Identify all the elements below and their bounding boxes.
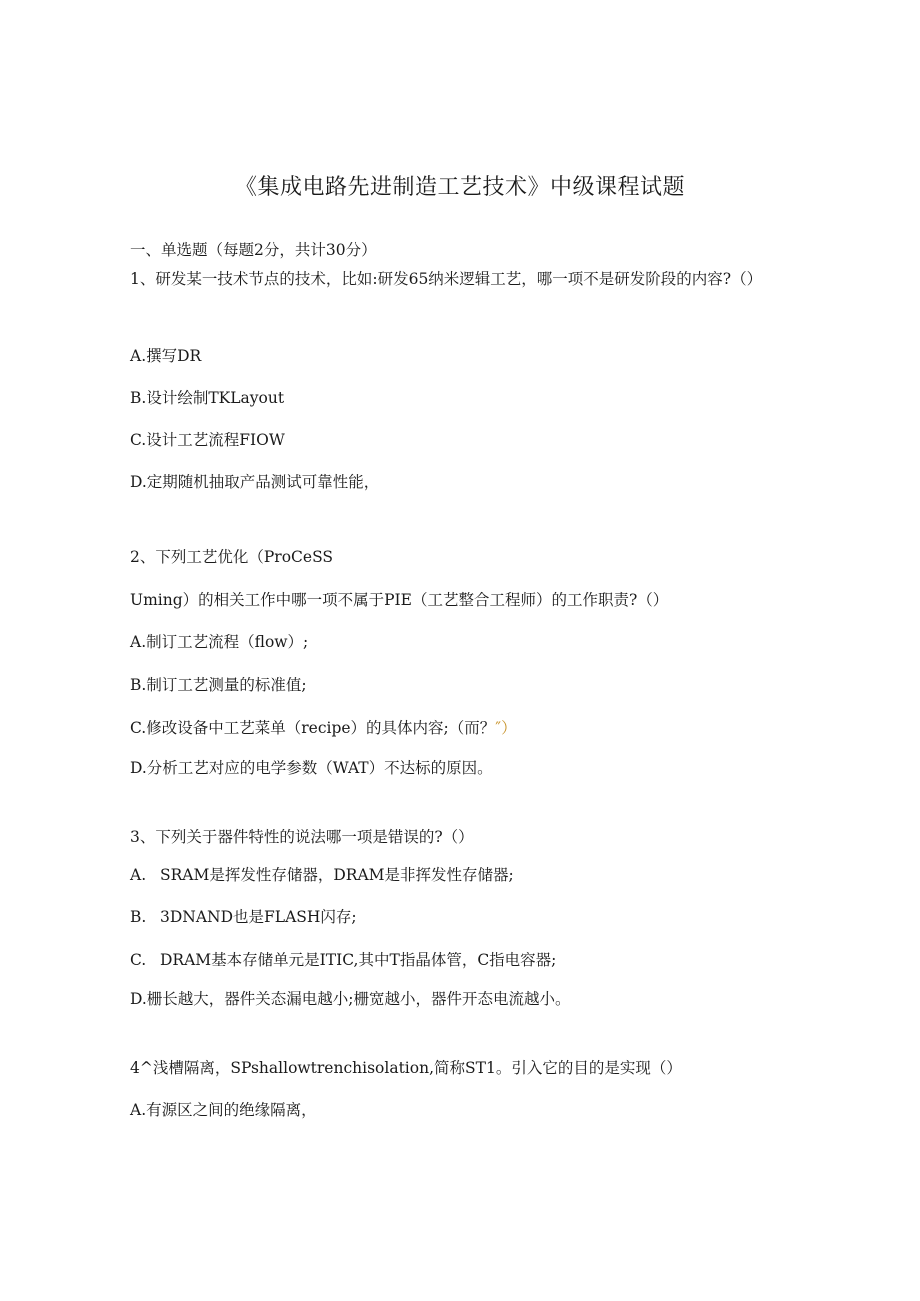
- question-3-option-d: D.栅长越大，器件关态漏电越小;栅宽越小，器件开态电流越小。: [130, 990, 571, 1008]
- question-3-stem: 3、下列关于器件特性的说法哪一项是错误的?（）: [130, 828, 474, 846]
- question-2-option-a: A.制订工艺流程（flow）;: [130, 633, 309, 651]
- question-2-option-c-text: C.修改设备中工艺菜单（recipe）的具体内容;（而？: [130, 719, 496, 737]
- section-heading: 一、单选题（每题2分，共计30分）: [130, 241, 377, 259]
- question-2-stem-line-1: 2、下列工艺优化（ProCeSS: [130, 548, 334, 566]
- question-2-option-d: D.分析工艺对应的电学参数（WAT）不达标的原因。: [130, 759, 493, 777]
- question-3-option-c-text: DRAM基本存储单元是ITIC,其中T指晶体管，C指电容器;: [160, 951, 557, 969]
- question-1-stem: 1、研发某一技术节点的技术，比如:研发65纳米逻辑工艺，哪一项不是研发阶段的内容?（）: [130, 270, 763, 288]
- document-title: 《集成电路先进制造工艺技术》中级课程试题: [234, 175, 685, 200]
- question-1-option-d: D.定期随机抽取产品测试可靠性能，: [130, 473, 380, 491]
- question-2-option-c-tail: ″）: [495, 719, 517, 737]
- question-1-option-b: B.设计绘制TKLayout: [130, 389, 285, 407]
- question-2-stem-line-2: Uming）的相关工作中哪一项不属于PIE（工艺整合工程师）的工作职责?（）: [130, 591, 669, 609]
- question-4-option-a: A.有源区之间的绝缘隔离，: [130, 1101, 317, 1119]
- question-3-option-a-label: A.: [130, 866, 147, 884]
- question-3-option-b-text: 3DNAND也是FLASH闪存;: [160, 908, 357, 926]
- question-2-option-b: B.制订工艺测量的标准值;: [130, 676, 307, 694]
- question-3-option-c-label: C.: [130, 951, 147, 969]
- question-4-stem: 4^浅槽隔离，SPshallowtrenchisolation,简称ST1。引入它的目的是实现（）: [130, 1059, 682, 1077]
- question-2-option-c: [130, 716, 517, 738]
- question-1-option-a: A.撰写DR: [130, 347, 202, 365]
- question-3-option-c: [130, 948, 556, 970]
- question-3-option-a: [130, 863, 514, 885]
- question-3-option-b-label: B.: [130, 908, 147, 926]
- question-3-option-b: [130, 905, 357, 927]
- question-1-option-c: C.设计工艺流程FIOW: [130, 431, 285, 449]
- question-3-option-a-text: SRAM是挥发性存储器，DRAM是非挥发性存储器;: [160, 866, 514, 884]
